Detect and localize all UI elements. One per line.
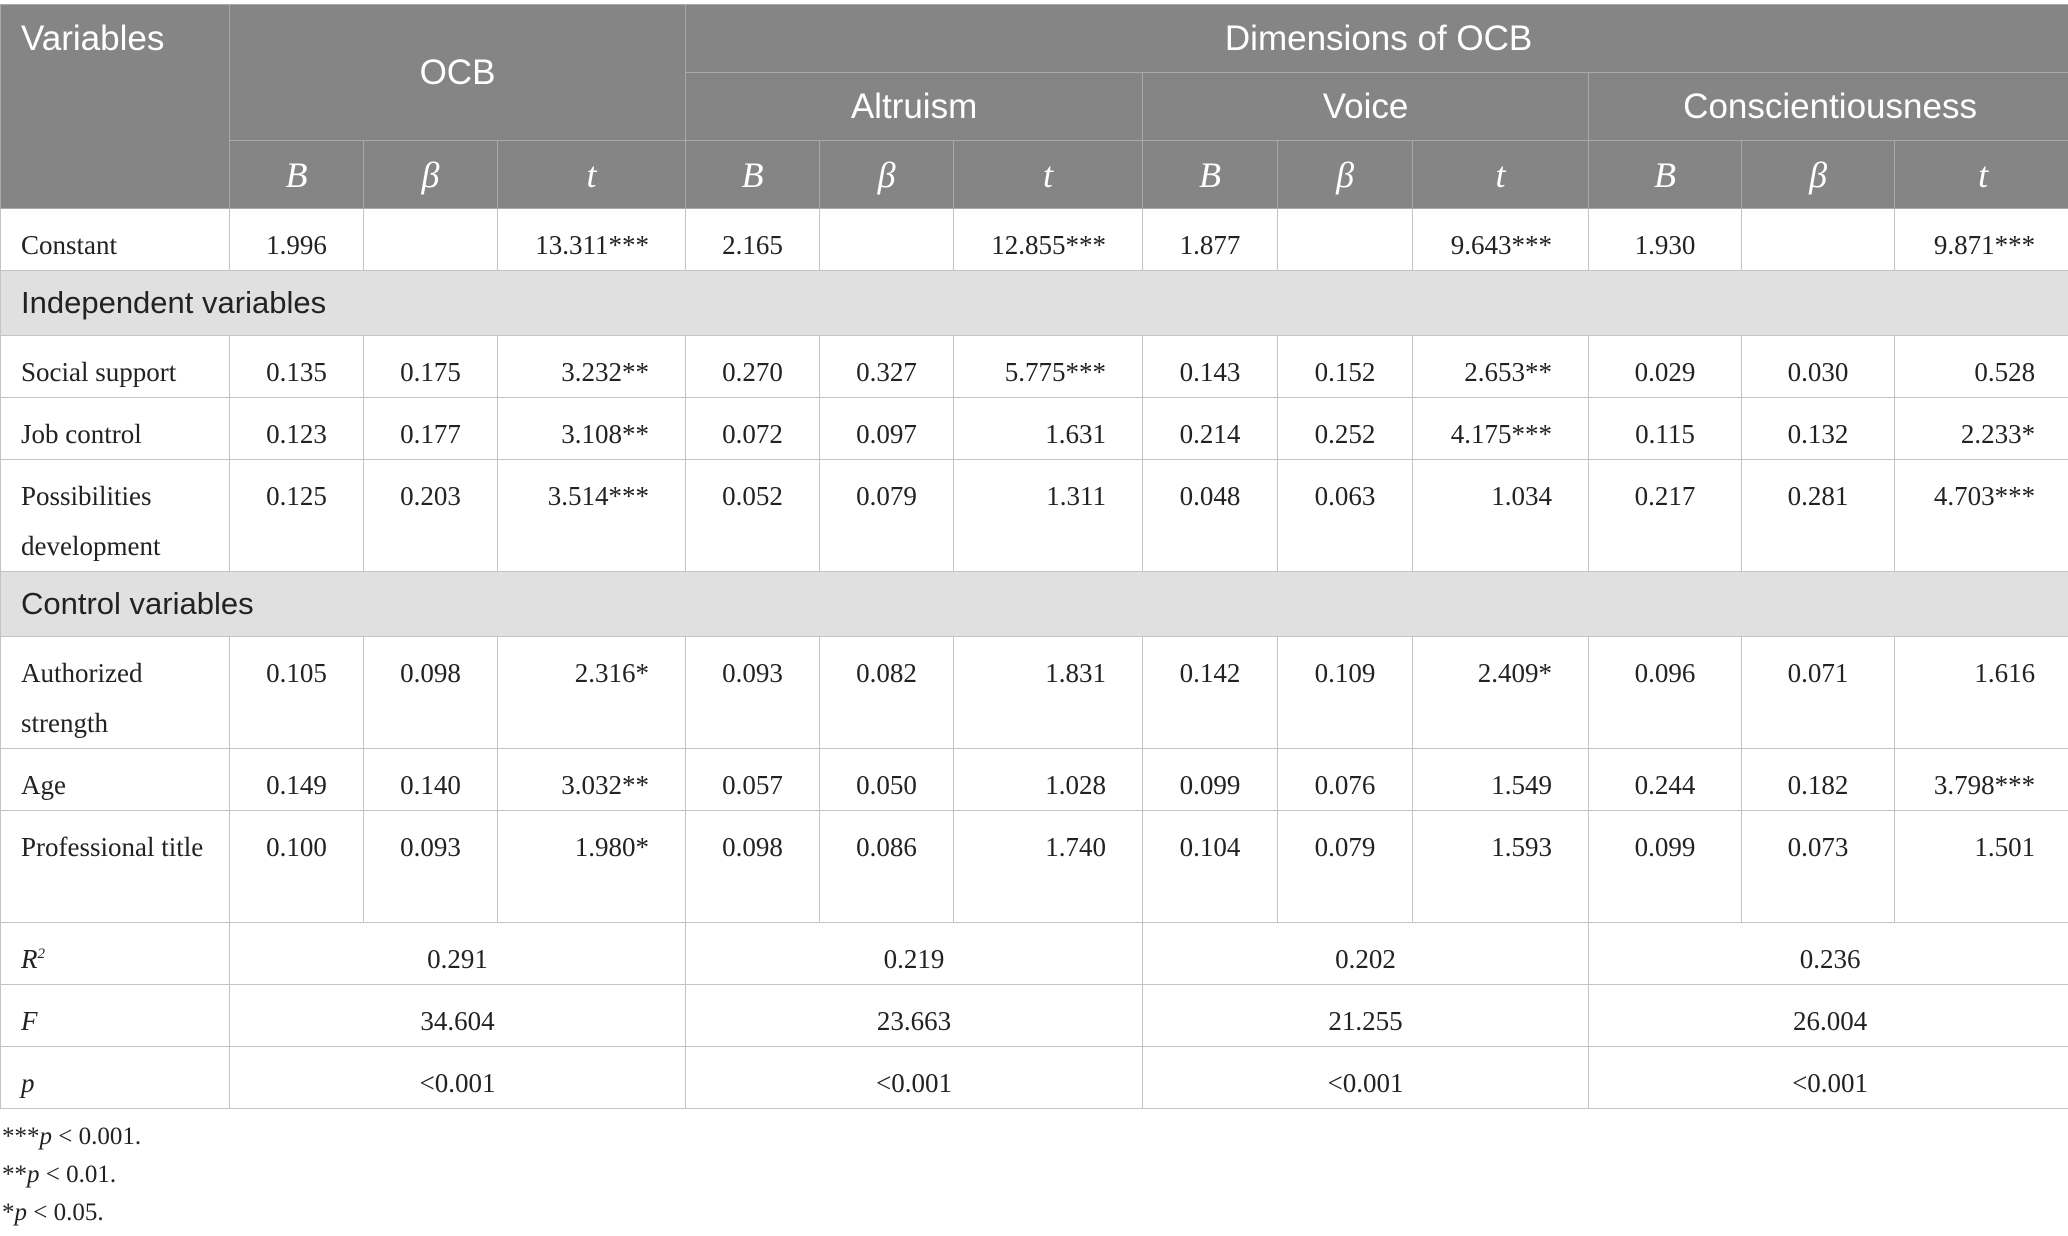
cell: 0.528: [1895, 336, 2068, 398]
cell: 0.104: [1143, 811, 1278, 923]
cell: 2.653**: [1413, 336, 1589, 398]
cell: 0.175: [364, 336, 498, 398]
cell: 0.142: [1143, 637, 1278, 749]
table-body: [1, 209, 2068, 1109]
cell: 1.034: [1413, 460, 1589, 572]
cell: 4.703***: [1895, 460, 2068, 572]
cell: 0.140: [364, 749, 498, 811]
summary-row-r2: [1, 923, 2068, 985]
row-label: Job control: [1, 398, 230, 460]
cell: 23.663: [686, 985, 1143, 1047]
table-row: [1, 749, 2068, 811]
cell: 0.079: [1278, 811, 1413, 923]
cell: 0.327: [820, 336, 954, 398]
table-row: [1, 637, 2068, 749]
cell: [1742, 209, 1895, 271]
cell: 0.115: [1589, 398, 1742, 460]
cell: 4.175***: [1413, 398, 1589, 460]
section-control-variables: Control variables: [1, 572, 2068, 637]
cell: 0.098: [364, 637, 498, 749]
row-label: Professional title: [1, 811, 230, 923]
cell: 0.143: [1143, 336, 1278, 398]
table-row: [1, 209, 2068, 271]
ocb-header: OCB: [230, 5, 686, 141]
section-row: [1, 271, 2068, 336]
cell: 0.281: [1742, 460, 1895, 572]
summary-row-f: [1, 985, 2068, 1047]
cell: 21.255: [1143, 985, 1589, 1047]
cell: 0.071: [1742, 637, 1895, 749]
cell: 0.252: [1278, 398, 1413, 460]
cell: 0.050: [820, 749, 954, 811]
table-row: [1, 336, 2068, 398]
cell: 2.165: [686, 209, 820, 271]
cell: 0.105: [230, 637, 364, 749]
cell: 3.798***: [1895, 749, 2068, 811]
t-header: t: [498, 141, 686, 209]
table-header: [1, 5, 2068, 209]
cell: 0.214: [1143, 398, 1278, 460]
t-header: t: [1413, 141, 1589, 209]
cell: 0.100: [230, 811, 364, 923]
cell: 0.052: [686, 460, 820, 572]
row-label: F: [1, 985, 230, 1047]
cell: <0.001: [686, 1047, 1143, 1109]
row-label: $R^2$: [1, 923, 230, 985]
table-footnotes: [2, 1118, 141, 1232]
section-row: [1, 572, 2068, 637]
cell: 9.871***: [1895, 209, 2068, 271]
row-label: Age: [1, 749, 230, 811]
cell: 1.028: [954, 749, 1143, 811]
cell: 0.135: [230, 336, 364, 398]
cell: 0.202: [1143, 923, 1589, 985]
footnote: *p < 0.05.: [2, 1199, 104, 1226]
cell: 0.029: [1589, 336, 1742, 398]
cell: 2.233*: [1895, 398, 2068, 460]
cell: 0.270: [686, 336, 820, 398]
summary-row-p: [1, 1047, 2068, 1109]
cell: 1.631: [954, 398, 1143, 460]
voice-header: Voice: [1143, 73, 1589, 141]
cell: 2.316*: [498, 637, 686, 749]
variables-header: Variables: [1, 5, 230, 209]
cell: 0.099: [1143, 749, 1278, 811]
beta-header: β: [1278, 141, 1413, 209]
cell: 0.236: [1589, 923, 2068, 985]
cell: 1.831: [954, 637, 1143, 749]
dimensions-header: Dimensions of OCB: [686, 5, 2068, 73]
cell: 0.079: [820, 460, 954, 572]
b-header: B: [1589, 141, 1742, 209]
t-header: t: [954, 141, 1143, 209]
cell: 0.217: [1589, 460, 1742, 572]
cell: [364, 209, 498, 271]
cell: [820, 209, 954, 271]
b-header: B: [230, 141, 364, 209]
cell: 0.109: [1278, 637, 1413, 749]
table-row: [1, 398, 2068, 460]
cell: 0.152: [1278, 336, 1413, 398]
cell: 0.098: [686, 811, 820, 923]
cell: 0.182: [1742, 749, 1895, 811]
table-row: [1, 460, 2068, 572]
cell: 1.980*: [498, 811, 686, 923]
cell: 0.030: [1742, 336, 1895, 398]
cell: 1.616: [1895, 637, 2068, 749]
cell: 0.073: [1742, 811, 1895, 923]
cell: <0.001: [1589, 1047, 2068, 1109]
cell: <0.001: [230, 1047, 686, 1109]
cell: 9.643***: [1413, 209, 1589, 271]
cell: 0.082: [820, 637, 954, 749]
footnote: **p < 0.01.: [2, 1161, 117, 1188]
cell: <0.001: [1143, 1047, 1589, 1109]
cell: 0.291: [230, 923, 686, 985]
cell: 0.097: [820, 398, 954, 460]
cell: 5.775***: [954, 336, 1143, 398]
row-label: Social support: [1, 336, 230, 398]
cell: 0.093: [686, 637, 820, 749]
b-header: B: [686, 141, 820, 209]
cell: 0.076: [1278, 749, 1413, 811]
row-label: p: [1, 1047, 230, 1109]
cell: 34.604: [230, 985, 686, 1047]
cell: 26.004: [1589, 985, 2068, 1047]
cell: 0.203: [364, 460, 498, 572]
cell: 1.593: [1413, 811, 1589, 923]
row-label: Possibilities development: [1, 460, 230, 572]
cell: 1.549: [1413, 749, 1589, 811]
cell: 0.063: [1278, 460, 1413, 572]
table-row: [1, 811, 2068, 923]
cell: 0.125: [230, 460, 364, 572]
t-header: t: [1895, 141, 2068, 209]
b-header: B: [1143, 141, 1278, 209]
cell: 1.996: [230, 209, 364, 271]
cell: 0.123: [230, 398, 364, 460]
cell: 3.108**: [498, 398, 686, 460]
cell: 1.501: [1895, 811, 2068, 923]
cell: 3.032**: [498, 749, 686, 811]
cell: [1278, 209, 1413, 271]
cell: 0.093: [364, 811, 498, 923]
section-independent-variables: Independent variables: [1, 271, 2068, 336]
beta-header: β: [364, 141, 498, 209]
cell: 1.930: [1589, 209, 1742, 271]
cell: 0.149: [230, 749, 364, 811]
cell: 0.244: [1589, 749, 1742, 811]
cell: 0.096: [1589, 637, 1742, 749]
cell: 13.311***: [498, 209, 686, 271]
cell: 2.409*: [1413, 637, 1589, 749]
cell: 0.132: [1742, 398, 1895, 460]
beta-header: β: [1742, 141, 1895, 209]
cell: 0.219: [686, 923, 1143, 985]
cell: 0.057: [686, 749, 820, 811]
cell: 0.072: [686, 398, 820, 460]
cell: 12.855***: [954, 209, 1143, 271]
cell: 3.232**: [498, 336, 686, 398]
cell: 0.048: [1143, 460, 1278, 572]
cell: 1.740: [954, 811, 1143, 923]
row-label: Constant: [1, 209, 230, 271]
footnote: ***p < 0.001.: [2, 1123, 142, 1150]
altruism-header: Altruism: [686, 73, 1143, 141]
cell: 0.177: [364, 398, 498, 460]
cell: 1.311: [954, 460, 1143, 572]
row-label: Authorized strength: [1, 637, 230, 749]
regression-table: [0, 4, 2068, 1109]
conscientiousness-header: Conscientiousness: [1589, 73, 2068, 141]
cell: 3.514***: [498, 460, 686, 572]
cell: 0.099: [1589, 811, 1742, 923]
cell: 1.877: [1143, 209, 1278, 271]
beta-header: β: [820, 141, 954, 209]
cell: 0.086: [820, 811, 954, 923]
